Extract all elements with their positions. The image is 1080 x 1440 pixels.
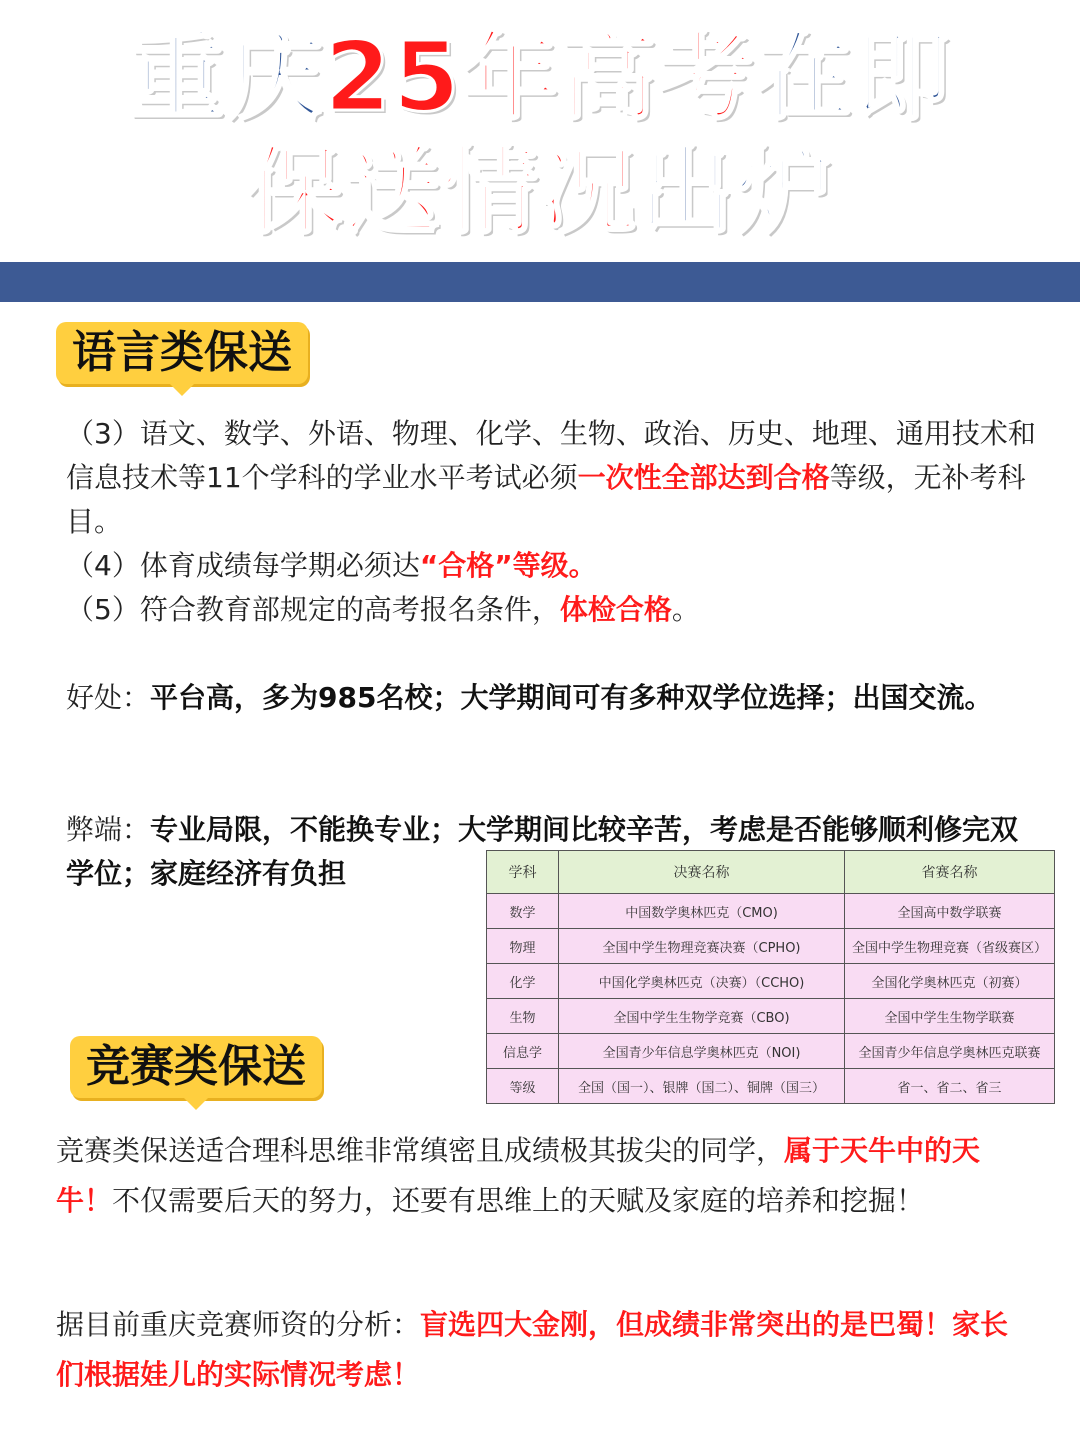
req4-text: （4）体育成绩每学期必须达 [66,549,420,582]
header-divider-band [0,262,1080,302]
section-badge-language: 语言类保送 [56,322,308,384]
req3-text-end: 等级，无补考科目。 [66,461,1026,538]
table-header-cell: 学科 [487,851,559,894]
table-cell: 全国化学奥林匹克（初赛） [845,964,1055,999]
language-requirements [66,412,1046,632]
competition-table [486,850,1055,1104]
requirement-3 [66,412,1046,544]
table-cell: 等级 [487,1069,559,1104]
req5-text: （5）符合教育部规定的高考报名条件， [66,593,560,626]
requirement-5 [66,588,1046,632]
table-row [487,999,1055,1034]
table-row [487,1069,1055,1104]
req3-highlight: 一次性全部达到合格 [577,461,830,494]
headline-part: 出炉 [638,135,834,247]
table-cell: 省一、省二、省三 [845,1069,1055,1104]
table-row [487,1034,1055,1069]
table-cell: 全国中学生生物学竞赛（CBO) [559,999,845,1034]
table-row [487,894,1055,929]
headline-line-1 [0,22,1080,132]
table-cell: 全国中学生物理竞赛决赛（CPHO) [559,929,845,964]
competition-paragraph-2 [56,1300,1026,1400]
table-cell: 中国化学奥林匹克（决赛）（CCHO) [559,964,845,999]
table-cell: 物理 [487,929,559,964]
benefits-paragraph [66,676,1026,720]
table-cell: 信息学 [487,1034,559,1069]
headline-line-2 [0,136,1080,246]
table-cell: 全国青少年信息学奥林匹克联赛 [845,1034,1055,1069]
table-row [487,929,1055,964]
headline-part: 保送情况 [246,135,638,247]
comp-p1-text: 竞赛类保送适合理科思维非常缜密且成绩极其拔尖的同学， [56,1134,785,1167]
table-cell: 全国中学生生物学联赛 [845,999,1055,1034]
table-cell: 中国数学奥林匹克（CMO) [559,894,845,929]
comp-p2-text: 据目前重庆竞赛师资的分析： [56,1308,421,1341]
table-header-cell: 决赛名称 [559,851,845,894]
table-row [487,964,1055,999]
table-header-cell: 省赛名称 [845,851,1055,894]
table-cell: 全国（国一）、银牌（国二）、铜牌（国三） [559,1069,845,1104]
table-cell: 全国青少年信息学奥林匹克（NOI) [559,1034,845,1069]
comp-p1-highlight: 属于天牛中的天牛！ [56,1134,981,1217]
table-cell: 数学 [487,894,559,929]
drawback-label: 弊端： [66,813,151,846]
benefit-label: 好处： [66,681,151,714]
comp-p2-highlight: 盲选四大金刚，但成绩非常突出的是巴蜀！家长们根据娃儿的实际情况考虑！ [56,1308,1009,1391]
benefit-text: 平台高，多为985名校；大学期间可有多种双学位选择；出国交流。 [150,681,993,714]
req4-highlight: “合格”等级。 [419,549,597,582]
section-badge-competition: 竞赛类保送 [70,1036,322,1098]
req3-text: （3）语文、数学、外语、物理、化学、生物、政治、历史、地理、通用技术和信息技术等11个学科的学业水平考试必须 [66,417,1036,494]
headline-part: 重庆 [128,21,325,133]
table-cell: 生物 [487,999,559,1034]
requirement-4 [66,544,1046,588]
table-cell: 全国高中数学联赛 [845,894,1055,929]
comp-p1-text-end: 不仅需要后天的努力，还要有思维上的天赋及家庭的培养和挖掘！ [112,1184,925,1217]
table-cell: 化学 [487,964,559,999]
req5-text-end: 。 [671,593,700,626]
table-header-row [487,851,1055,894]
competition-paragraph-1 [56,1126,1026,1226]
headline-part: 25年高考 [324,21,756,133]
table-cell: 全国中学生物理竞赛（省级赛区） [845,929,1055,964]
headline-part: 在即 [755,21,952,133]
drawback-text: 专业局限，不能换专业；大学期间比较辛苦，考虑是否能够顺利修完双学位；家庭经济有负担 [66,813,1019,890]
req5-highlight: 体检合格 [559,593,672,626]
